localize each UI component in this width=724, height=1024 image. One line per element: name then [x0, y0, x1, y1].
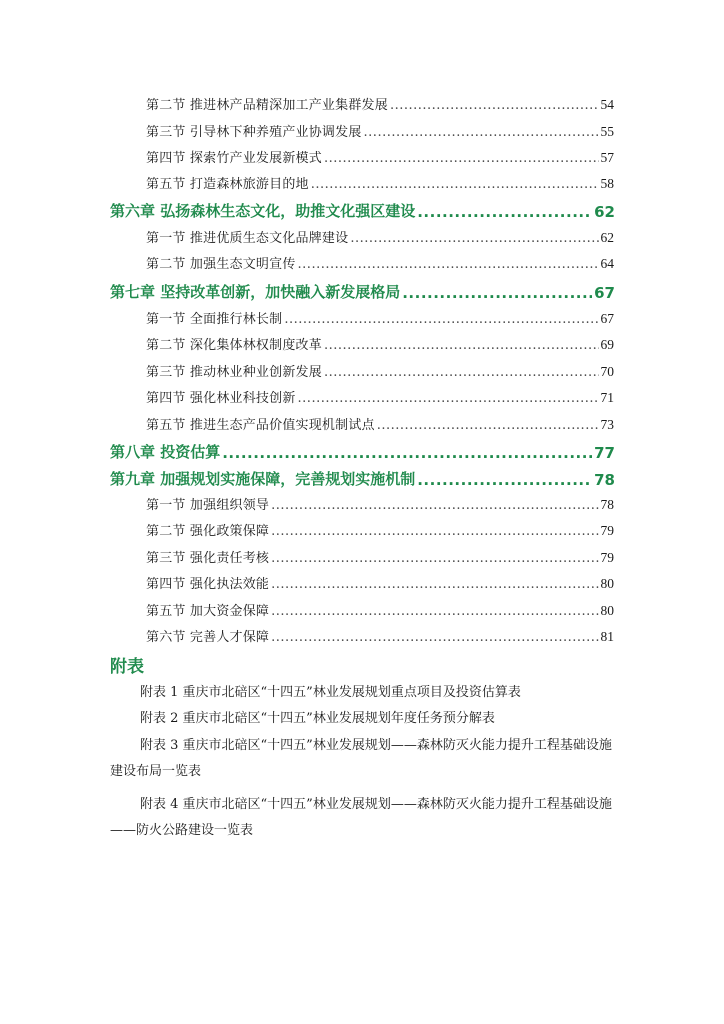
leader-dots [271, 524, 598, 539]
toc-entry-label: 第一节 推进优质生态文化品牌建设 [146, 231, 349, 246]
toc-page-number: 55 [600, 124, 614, 139]
toc-section-row[interactable] [146, 574, 614, 592]
toc-page-number: 79 [600, 550, 614, 565]
toc-page-number: 80 [600, 576, 614, 591]
toc-entry-label: 第四节 探索竹产业发展新模式 [146, 151, 322, 166]
leader-dots [402, 284, 592, 302]
toc-section-row[interactable] [146, 627, 614, 645]
leader-dots [271, 498, 598, 513]
toc-entry-label: 第一节 全面推行林长制 [146, 312, 283, 327]
toc-entry-label: 第五节 打造森林旅游目的地 [146, 177, 309, 192]
toc-section-row[interactable] [146, 335, 614, 353]
toc-entry-label: 第五节 推进生态产品价值实现机制试点 [146, 418, 375, 433]
leader-dots [298, 257, 599, 272]
appendix-heading: 附表 [110, 657, 144, 677]
toc-section-row[interactable] [146, 548, 614, 566]
toc-chapter-label: 第八章 投资估算 [110, 443, 221, 461]
toc-page-number: 80 [600, 603, 614, 618]
toc-page-number: 54 [600, 97, 614, 112]
toc-section-row[interactable] [146, 309, 614, 327]
toc-section-row[interactable] [146, 388, 614, 406]
toc-section-row[interactable] [146, 148, 614, 166]
toc-chapter-label: 第七章 坚持改革创新，加快融入新发展格局 [110, 283, 401, 301]
toc-page-number: 57 [600, 150, 614, 165]
appendix-item: 附表 3 重庆市北碚区“十四五”林业发展规划——森林防灭火能力提升工程基础设施建设布局一览表 [110, 738, 612, 779]
toc-entry-label: 第二节 强化政策保障 [146, 524, 270, 539]
toc-chapter-row[interactable] [110, 199, 615, 221]
toc-section-row[interactable] [146, 601, 614, 619]
leader-dots [417, 471, 592, 489]
leader-dots [271, 630, 598, 645]
leader-dots [284, 312, 598, 327]
toc-page-number: 69 [600, 337, 614, 352]
toc-section-row[interactable] [146, 495, 614, 513]
leader-dots [271, 577, 598, 592]
toc-entry-label: 第二节 推进林产品精深加工产业集群发展 [146, 98, 388, 113]
toc-page-number: 64 [600, 256, 614, 271]
toc-chapter-row[interactable] [110, 440, 615, 462]
toc-section-row[interactable] [146, 254, 614, 272]
leader-dots [298, 391, 599, 406]
toc-page-number: 58 [600, 176, 614, 191]
toc-page-number: 71 [600, 390, 614, 405]
toc-chapter-row[interactable] [110, 467, 615, 489]
toc-page-number: 78 [600, 497, 614, 512]
leader-dots [324, 151, 599, 166]
leader-dots [377, 418, 599, 433]
toc-section-row[interactable] [146, 415, 614, 433]
leader-dots [350, 231, 598, 246]
toc-entry-label: 第六节 完善人才保障 [146, 630, 270, 645]
toc-entry-label: 第二节 加强生态文明宣传 [146, 257, 296, 272]
toc-chapter-row[interactable] [110, 280, 615, 302]
toc-section-row[interactable] [146, 174, 614, 192]
toc-entry-label: 第四节 强化林业科技创新 [146, 391, 296, 406]
toc-entry-label: 第三节 强化责任考核 [146, 551, 270, 566]
toc-page-number: 62 [600, 230, 614, 245]
appendix-item: 附表 4 重庆市北碚区“十四五”林业发展规划——森林防灭火能力提升工程基础设施——防火公路建设一览表 [110, 797, 612, 838]
toc-page-number: 73 [600, 417, 614, 432]
toc-chapter-label: 第九章 加强规划实施保障，完善规划实施机制 [110, 470, 416, 488]
toc-section-row[interactable] [146, 95, 614, 113]
toc-section-row[interactable] [146, 362, 614, 380]
leader-dots [324, 365, 599, 380]
toc-page-number: 62 [594, 203, 615, 221]
toc-entry-label: 第一节 加强组织领导 [146, 498, 270, 513]
toc-section-row[interactable] [146, 122, 614, 140]
leader-dots [271, 604, 598, 619]
leader-dots [271, 551, 598, 566]
toc-section-row[interactable] [146, 521, 614, 539]
leader-dots [417, 203, 592, 221]
leader-dots [311, 177, 599, 192]
toc-entry-label: 第三节 推动林业种业创新发展 [146, 365, 322, 380]
appendix-item: 附表 2 重庆市北碚区“十四五”林业发展规划年度任务预分解表 [140, 711, 495, 726]
toc-page-number: 67 [600, 311, 614, 326]
leader-dots [222, 444, 592, 462]
toc-page-number: 79 [600, 523, 614, 538]
toc-page-number: 78 [594, 471, 615, 489]
appendix-item: 附表 1 重庆市北碚区“十四五”林业发展规划重点项目及投资估算表 [140, 685, 521, 700]
leader-dots [390, 98, 599, 113]
toc-section-row[interactable] [146, 228, 614, 246]
toc-page-number: 77 [594, 444, 615, 462]
toc-page-number: 67 [594, 284, 615, 302]
toc-chapter-label: 第六章 弘扬森林生态文化，助推文化强区建设 [110, 202, 416, 220]
leader-dots [364, 125, 599, 140]
toc-page-number: 81 [600, 629, 614, 644]
toc-entry-label: 第三节 引导林下种养殖产业协调发展 [146, 125, 362, 140]
toc-entry-label: 第五节 加大资金保障 [146, 604, 270, 619]
toc-entry-label: 第二节 深化集体林权制度改革 [146, 338, 322, 353]
leader-dots [324, 338, 599, 353]
toc-page-number: 70 [600, 364, 614, 379]
toc-entry-label: 第四节 强化执法效能 [146, 577, 270, 592]
